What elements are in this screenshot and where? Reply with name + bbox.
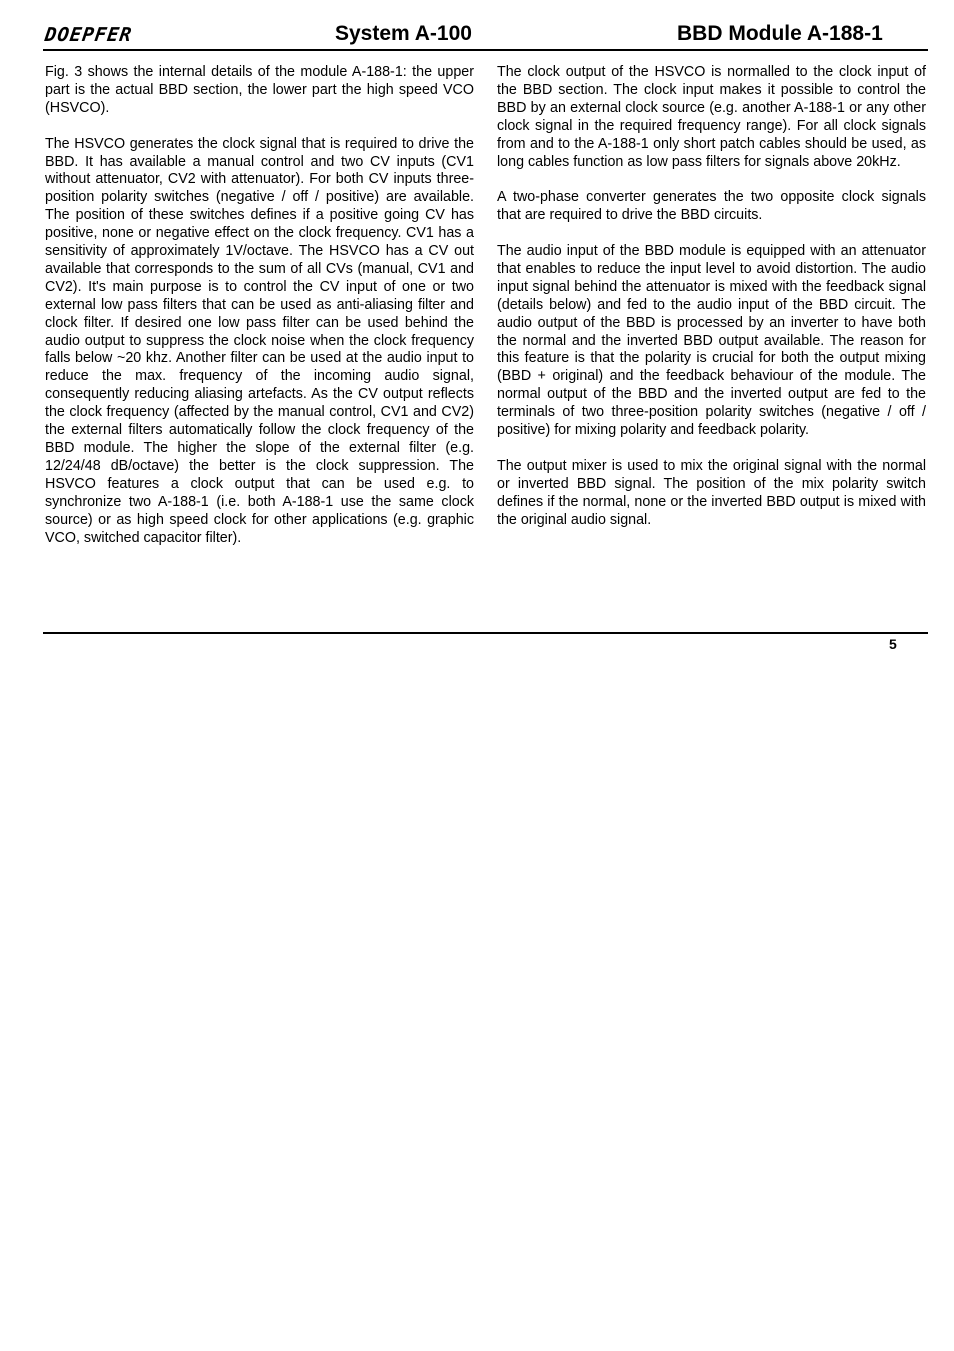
left-text-column	[45, 64, 474, 565]
paragraph: The output mixer is used to mix the original signal with the normal or inverted BBD signal. The position of the mix polarity switch defines if the normal, none or the inverted BBD output is mixed with the original audio signal.	[497, 457, 926, 528]
right-text-column	[497, 64, 926, 547]
doepfer-logo: DOEPFER	[43, 24, 134, 46]
footer-divider	[43, 632, 928, 634]
page-number: 5	[889, 636, 897, 652]
paragraph: The audio input of the BBD module is equipped with an attenuator that enables to reduce the input level to avoid distortion. The audio input signal behind the attenuator is mixed with the feedback signal (details below) and fed to the audio input of the BBD circuit. The audio output of the BBD is processed by an inverter to have both the normal and the inverted BBD output available. The reason for this feature is that the polarity is crucial for both the output mixing (BBD + original) and the feedback behaviour of the module. The normal output of the BBD and the inverted output are fed to the terminals of two three-position polarity switches (negative / off / positive) for mixing polarity and feedback polarity.	[497, 243, 926, 439]
paragraph: A two-phase converter generates the two opposite clock signals that are required to drive the BBD circuits.	[497, 189, 926, 224]
paragraph: The clock output of the HSVCO is normalled to the clock input of the BBD section. The clock input makes it possible to control the BBD by an external clock source (e.g. another A-188-1 or any other clock signal in the required frequency range). For all clock signals from and to the A-188-1 only short patch cables should be used, as long cables function as low pass filters for signals above 20kHz.	[497, 64, 926, 170]
page-header	[43, 20, 928, 51]
system-title: System A-100	[335, 22, 472, 45]
module-title: BBD Module A-188-1	[677, 22, 883, 45]
paragraph: The HSVCO generates the clock signal that is required to drive the BBD. It has available a manual control and two CV inputs (CV1 without attenuator, CV2 with attenuator). For both CV inputs three-position polarity switches (negative / off / positive) are available. The position of these switches defines if a positive going CV has positive, none or negative effect on the clock frequency. CV1 has a sensitivity of approximately 1V/octave. The HSVCO has a CV out available that corresponds to the sum of all CVs (manual, CV1 and CV2). It's main purpose is to control the CV input of one or two external low pass filters that can be used as anti-aliasing filter and clock filter. If desired one low pass filter can be used behind the audio output to suppress the clock noise when the clock frequency falls below ~20 khz. Another filter can be used at the audio input to reduce the max. frequency of the incoming audio signal, consequently reducing aliasing artefacts. As the CV output reflects the clock frequency (affected by the manual control, CV1 and CV2) the external filters automatically follow the clock frequency of the BBD module. The higher the slope of the external filter (e.g. 12/24/48 dB/octave) the better is the clock suppression. The HSVCO features a clock output that can be used e.g. to synchronize two A-188-1 (i.e. both A-188-1 use the same clock source) or as high speed clock for other applications (e.g. graphic VCO, switched capacitor filter).	[45, 135, 474, 546]
paragraph: Fig. 3 shows the internal details of the module A-188-1: the upper part is the actual BBD section, the lower part the high speed VCO (HSVCO).	[45, 64, 474, 116]
